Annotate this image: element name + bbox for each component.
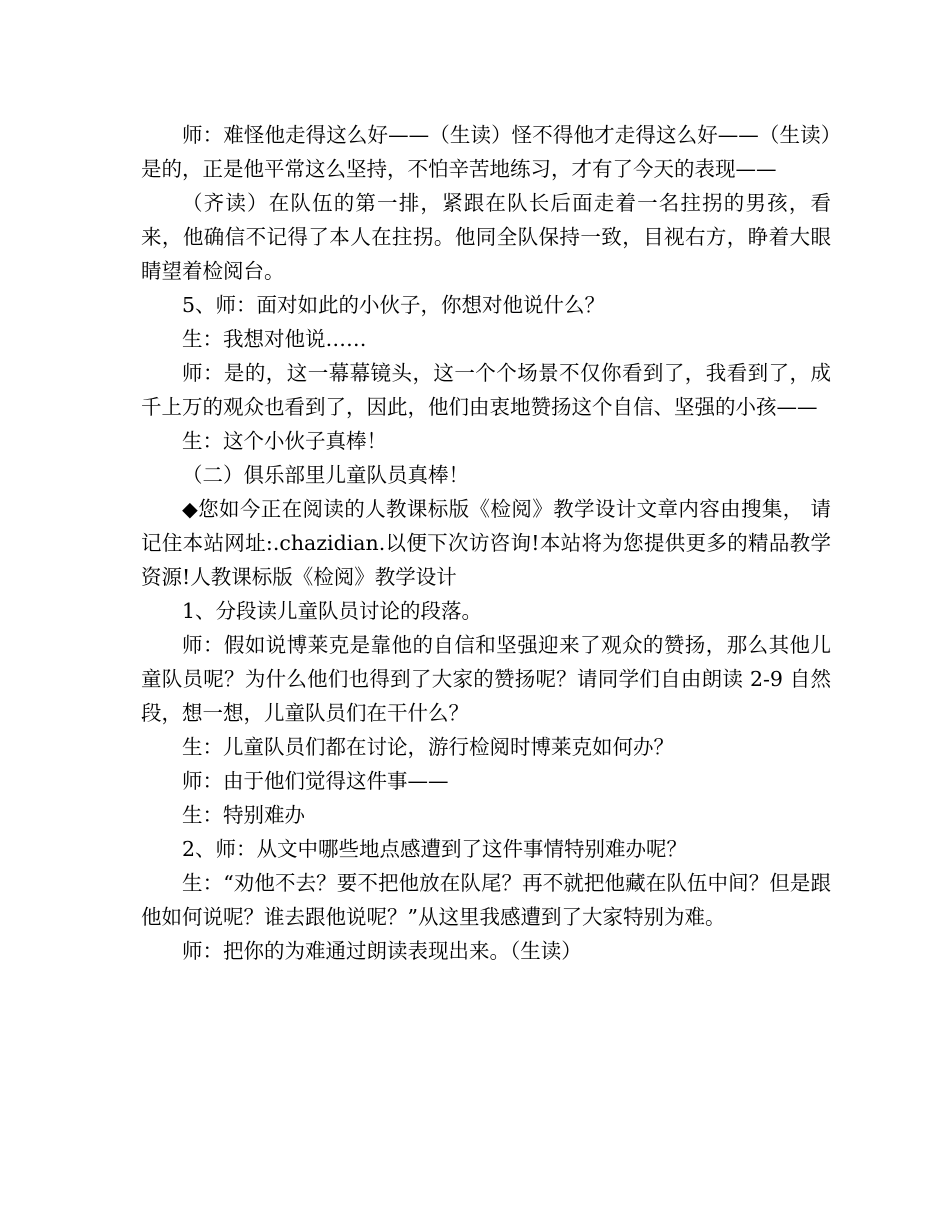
source-notice: ◆您如今正在阅读的人教课标版《检阅》教学设计文章内容由搜集， 请记住本站网址:.chazidian.以便下次访咨询!本站将为您提供更多的精品教学资源!人教课标版《检阅》教学设计 — [141, 497, 831, 589]
paragraph-14: 2、师：从文中哪些地点感遭到了这件事情特别难办呢？ — [182, 837, 688, 861]
paragraph-9: 1、分段读儿童队员讨论的段落。 — [182, 599, 483, 623]
paragraph-12: 师：由于他们觉得这件事—— — [182, 769, 449, 793]
paragraph-13: 生：特别难办 — [182, 803, 305, 827]
paragraph-2: （齐读）在队伍的第一排，紧跟在队长后面走着一名拄拐的男孩，看来，他确信不记得了本人在拄拐。他同全队保持一致，目视右方，睁着大眼睛望着检阅台。 — [141, 191, 831, 283]
paragraph-5: 师：是的，这一幕幕镜头，这一个个场景不仅你看到了，我看到了，成千上万的观众也看到了，因此，他们由衷地赞扬这个自信、坚强的小孩—— — [141, 361, 831, 419]
paragraph-3: 5、师：面对如此的小伙子，你想对他说什么？ — [182, 293, 606, 317]
paragraph-16: 师：把你的为难通过朗读表现出来。（生读） — [182, 939, 582, 963]
section-heading: （二）俱乐部里儿童队员真棒！ — [182, 463, 469, 487]
paragraph-10: 师：假如说博莱克是靠他的自信和坚强迎来了观众的赞扬，那么其他儿童队员呢？为什么他们也得到了大家的赞扬呢？请同学们自由朗读 2-9 自然段，想一想，儿童队员们在干什么？ — [141, 633, 831, 725]
paragraph-6: 生：这个小伙子真棒！ — [182, 429, 387, 453]
paragraph-1: 师：难怪他走得这么好——（生读）怪不得他才走得这么好——（生读）是的，正是他平常这么坚持，不怕辛苦地练习，才有了今天的表现—— — [141, 123, 831, 181]
paragraph-4: 生：我想对他说…… — [182, 327, 367, 351]
document-body — [141, 118, 831, 968]
paragraph-11: 生：儿童队员们都在讨论，游行检阅时博莱克如何办？ — [182, 735, 674, 759]
paragraph-15: 生：“劝他不去？要不把他放在队尾？再不就把他藏在队伍中间？但是跟他如何说呢？谁去跟他说呢？”从这里我感遭到了大家特别为难。 — [141, 871, 831, 929]
